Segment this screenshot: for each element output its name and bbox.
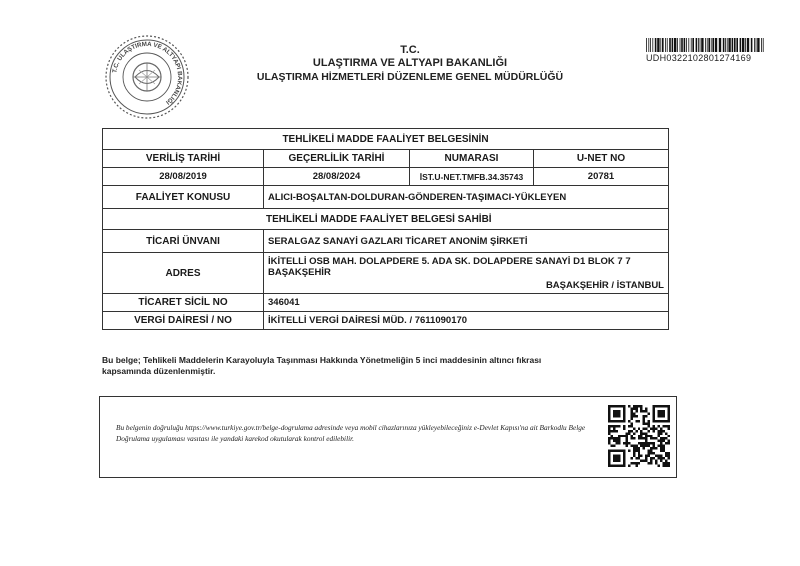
- col-valid-date: GEÇERLİLİK TARİHİ: [264, 150, 410, 168]
- barcode-text: UDH0322102801274169: [646, 53, 752, 63]
- header-ministry: ULAŞTIRMA VE ALTYAPI BAKANLIĞI: [312, 57, 508, 69]
- table-row: [103, 129, 669, 150]
- col-issue-date: VERİLİŞ TARİHİ: [103, 150, 264, 168]
- table-row: [103, 168, 669, 186]
- certificate-title: TEHLİKELİ MADDE FAALİYET BELGESİNİN: [103, 129, 669, 150]
- valid-date-value: 28/08/2024: [264, 168, 410, 186]
- address-label: ADRES: [103, 253, 264, 294]
- tax-label: VERGİ DAİRESİ / NO: [103, 312, 264, 330]
- holder-title: TEHLİKELİ MADDE FAALİYET BELGESİ SAHİBİ: [103, 209, 669, 230]
- address-value: [264, 253, 669, 294]
- activity-label: FAALİYET KONUSU: [103, 186, 264, 209]
- table-row: [103, 230, 669, 253]
- table-row: [103, 312, 669, 330]
- table-row: [103, 294, 669, 312]
- issue-date-value: 28/08/2019: [103, 168, 264, 186]
- table-row: [103, 209, 669, 230]
- table-row: [103, 253, 669, 294]
- barcode-icon: [646, 38, 764, 52]
- seal-text: T.C. ULAŞTIRMA VE ALTYAPI BAKANLIĞI: [111, 40, 184, 106]
- unet-value: 20781: [534, 168, 669, 186]
- header-directorate: ULAŞTIRMA HİZMETLERİ DÜZENLEME GENEL MÜDÜRLÜĞÜ: [256, 71, 564, 83]
- number-value: İST.U-NET.TMFB.34.35743: [410, 168, 534, 186]
- col-number: NUMARASI: [410, 150, 534, 168]
- registry-label: TİCARET SİCİL NO: [103, 294, 264, 312]
- address-line1: İKİTELLİ OSB MAH. DOLAPDERE 5. ADA SK. DOLAPDERE SANAYİ D1 BLOK 7 7: [268, 255, 631, 267]
- address-city: BAŞAKŞEHİR / İSTANBUL: [545, 279, 664, 291]
- trade-name-value: SERALGAZ SANAYİ GAZLARI TİCARET ANONİM ŞİRKETİ: [264, 230, 669, 253]
- footnote: Bu belge; Tehlikeli Maddelerin Karayoluyla Taşınması Hakkında Yönetmeliğin 5 inci maddesinin altıncı fıkrası kapsamında düzenlenmiştir.: [102, 355, 542, 376]
- header-tc: T.C.: [400, 44, 420, 56]
- qr-code-icon: [608, 405, 670, 467]
- certificate-table: [102, 128, 669, 330]
- registry-value: 346041: [264, 294, 669, 312]
- table-row: [103, 150, 669, 168]
- tax-value: İKİTELLİ VERGİ DAİRESİ MÜD. / 7611090170: [264, 312, 669, 330]
- col-unet: U-NET NO: [534, 150, 669, 168]
- ministry-seal-icon: [104, 34, 190, 120]
- table-row: [103, 186, 669, 209]
- verification-text: Bu belgenin doğruluğu https://www.turkiye.gov.tr/belge-dogrulama adresinde veya mobil cihazlarınıza yükleyebileceğiniz e-Devlet Kapısı'na ait Barkodlu Belge Doğrulama uygulaması vasıtası ile yandaki karekod okutularak kontrol edilebilir.: [116, 423, 586, 443]
- address-line2: BAŞAKŞEHİR: [268, 266, 331, 278]
- trade-name-label: TİCARİ ÜNVANI: [103, 230, 264, 253]
- activity-value: ALICI-BOŞALTAN-DOLDURAN-GÖNDEREN-TAŞIMACI-YÜKLEYEN: [264, 186, 669, 209]
